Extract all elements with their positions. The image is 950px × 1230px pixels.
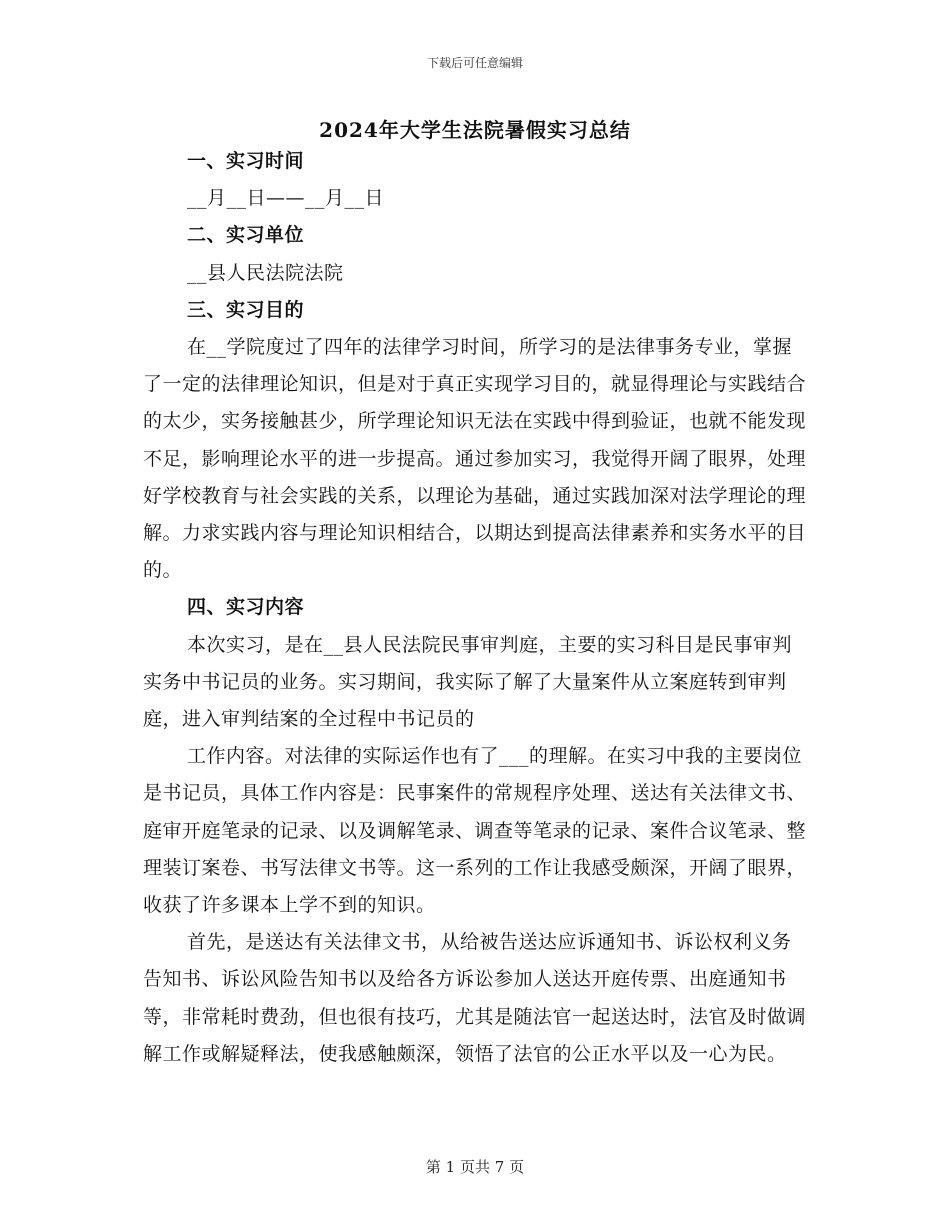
document-title: 2024年大学生法院暑假实习总结 xyxy=(319,118,631,142)
section-2-text: __县人民法院法院 xyxy=(187,261,344,284)
section-4-paragraph-1: 本次实习，是在__县人民法院民事审判庭，主要的实习科目是民事审判实务中书记员的业务。实习期间，我实际了解了大量案件从立案庭转到审判庭，进入审判结案的全过程中书记员的 xyxy=(143,633,793,731)
section-4-heading: 四、实习内容 xyxy=(187,596,305,619)
section-4-paragraph-3: 首先，是送达有关法律文书，从给被告送达应诉通知书、诉讼权利义务告知书、诉讼风险告知书以及给各方诉讼参加人送达开庭传票、出庭通知书等，非常耗时费劲，但也很有技巧，尤其是随法官一起送达时，法官及时做调解工作或解疑释法，使我感触颇深，领悟了法官的公正水平以及一心为民。 xyxy=(143,931,807,1065)
section-1-text: __月__日——__月__日 xyxy=(187,187,385,210)
page-footer: 第 1 页共 7 页 xyxy=(425,1158,525,1176)
section-1-heading: 一、实习时间 xyxy=(187,150,305,172)
section-3-paragraph: 在__学院度过了四年的法律学习时间，所学习的是法律事务专业，掌握了一定的法律理论知识，但是对于真正实现学习目的，就显得理论与实践结合的太少，实务接触甚少，所学理论知识无法在实践中得到验证，也就不能发现不足，影响理论水平的进一步提高。通过参加实习，我觉得开阔了眼界，处理好学校教育与社会实践的关系，以理论为基础，通过实践加深对法学理论的理解。力求实践内容与理论知识相结合，以期达到提高法律素养和实务水平的目的。 xyxy=(143,336,807,582)
section-4-paragraph-2: 工作内容。对法律的实际运作也有了___的理解。在实习中我的主要岗位是书记员，具体工作内容是：民事案件的常规程序处理、送达有关法律文书、庭审开庭笔录的记录、以及调解笔录、调查等笔录的记录、案件合议笔录、整理装订案卷、书写法律文书等。这一系列的工作让我感受颇深，开阔了眼界，收获了许多课本上学不到的知识。 xyxy=(143,745,807,917)
section-2-heading: 二、实习单位 xyxy=(187,224,305,247)
section-3-heading: 三、实习目的 xyxy=(187,298,305,321)
document-body xyxy=(143,143,808,1073)
header-note: 下载后可任意编辑 xyxy=(426,56,523,70)
